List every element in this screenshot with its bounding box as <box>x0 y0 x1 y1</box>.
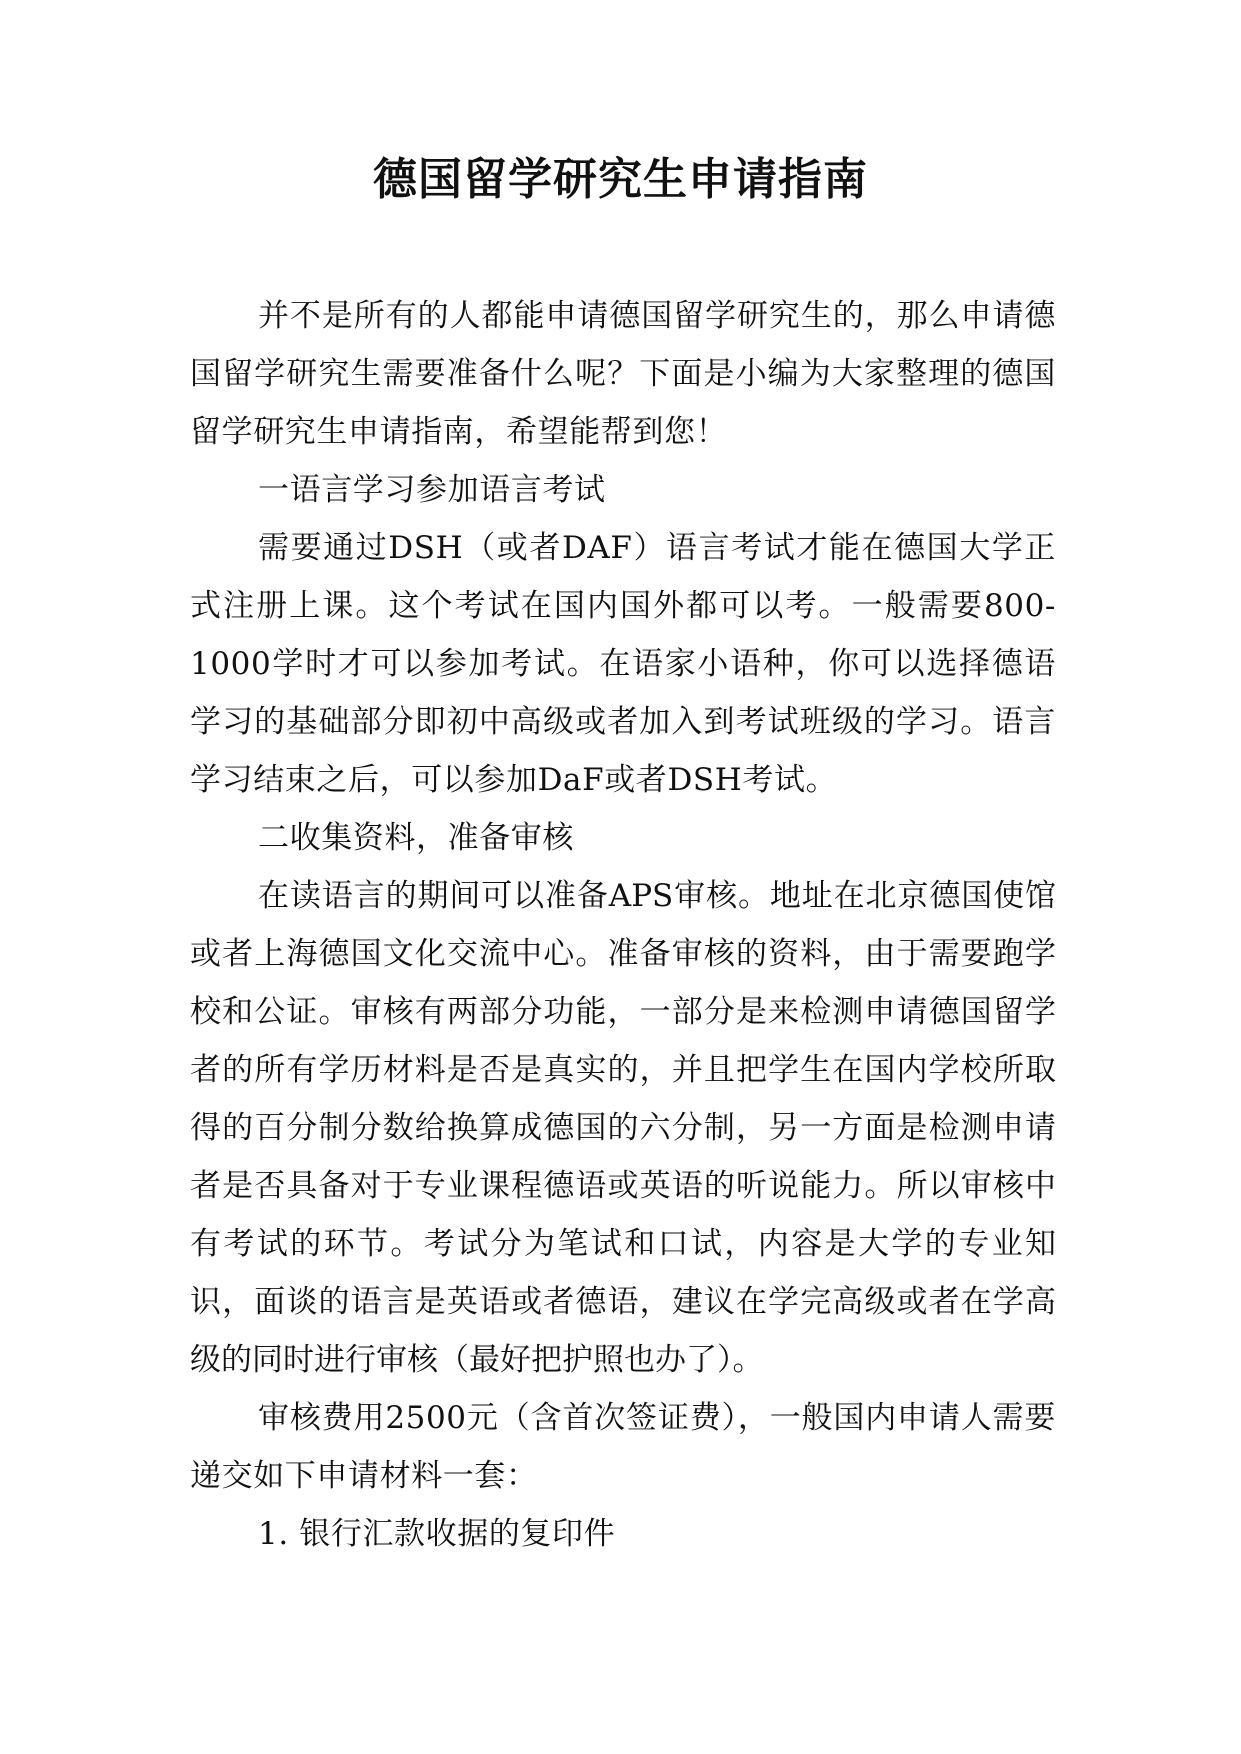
list-item: 1. 银行汇款收据的复印件 <box>258 1516 616 1552</box>
document-body <box>190 287 1056 1563</box>
document-title: 德国留学研究生申请指南 <box>373 154 868 205</box>
language-exam-paragraph: 需要通过DSH（或者DAF）语言考试才能在德国大学正式注册上课。这个考试在国内国外都可以考。一般需要800-1000学时才可以参加考试。在语家小语种，你可以选择德语学习的基础部分即初中高级或者加入到考试班级的学习。语言学习结束之后，可以参加DaF或者DSH考试。 <box>190 530 1056 798</box>
review-fee-paragraph: 审核费用2500元（含首次签证费），一般国内申请人需要递交如下申请材料一套： <box>190 1400 1056 1494</box>
section-heading-language: 一语言学习参加语言考试 <box>258 472 606 508</box>
aps-review-paragraph: 在读语言的期间可以准备APS审核。地址在北京德国使馆或者上海德国文化交流中心。准备审核的资料，由于需要跑学校和公证。审核有两部分功能，一部分是来检测申请德国留学者的所有学历材料是否是真实的，并且把学生在国内学校所取得的百分制分数给换算成德国的六分制，另一方面是检测申请者是否具备对于专业课程德语或英语的听说能力。所以审核中有考试的环节。考试分为笔试和口试，内容是大学的专业知识，面谈的语言是英语或者德语，建议在学完高级或者在学高级的同时进行审核（最好把护照也办了）。 <box>190 878 1056 1378</box>
intro-paragraph: 并不是所有的人都能申请德国留学研究生的，那么申请德国留学研究生需要准备什么呢？下面是小编为大家整理的德国留学研究生申请指南，希望能帮到您！ <box>190 298 1056 450</box>
section-heading-materials: 二收集资料，准备审核 <box>258 820 574 856</box>
